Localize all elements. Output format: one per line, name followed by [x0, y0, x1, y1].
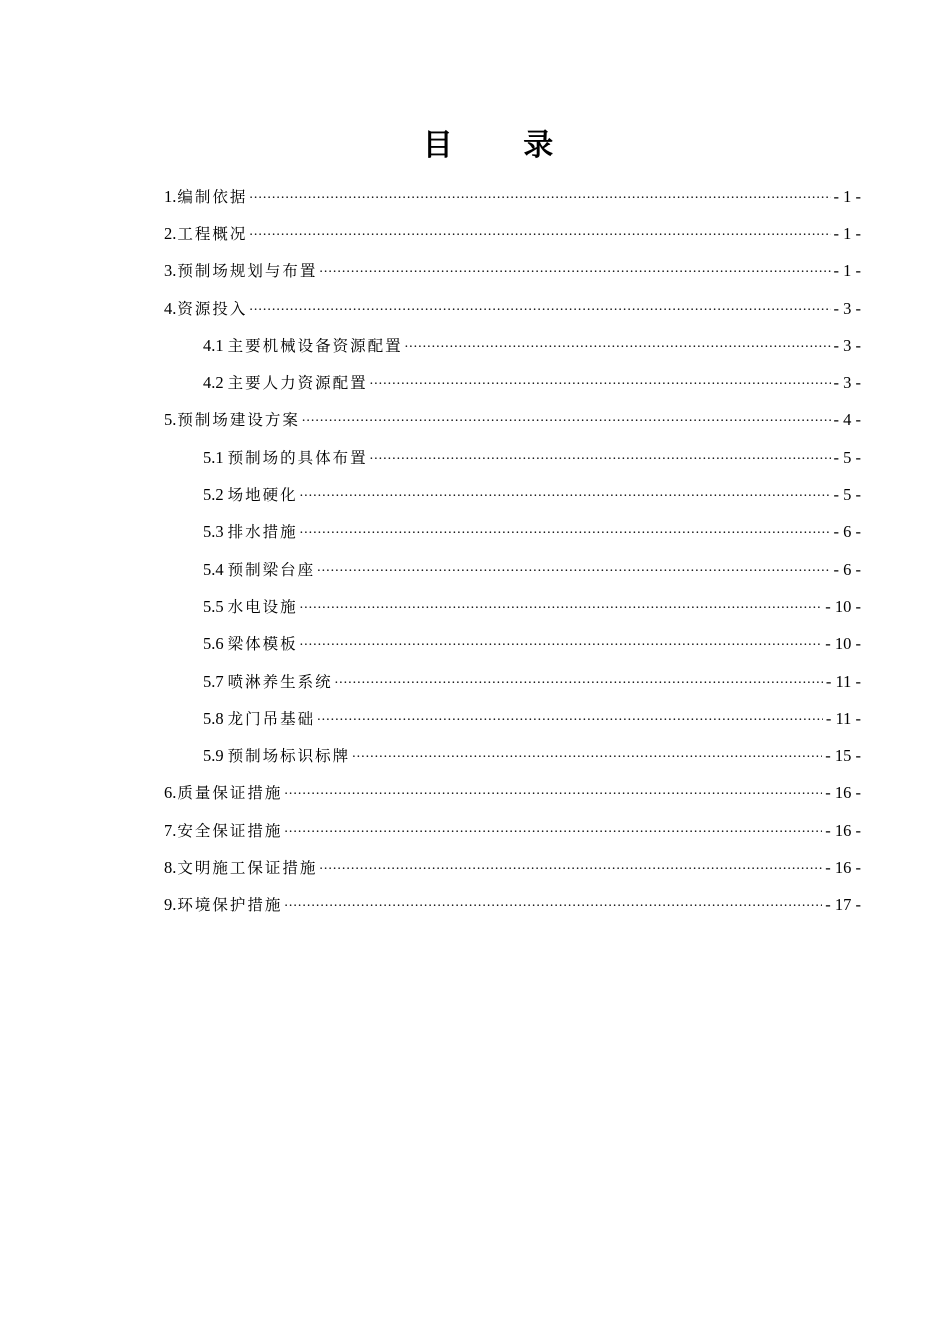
- toc-entry-number: 9.: [164, 895, 177, 915]
- toc-entry-page-number: - 1 -: [833, 223, 861, 243]
- toc-entry[interactable]: [0, 551, 950, 588]
- toc-entry[interactable]: [0, 812, 950, 849]
- toc-entry-title: 排水措施: [227, 523, 298, 542]
- toc-entry[interactable]: [0, 215, 950, 252]
- toc-entry[interactable]: [0, 663, 950, 700]
- toc-entry-title: 文明施工保证措施: [177, 858, 318, 877]
- toc-entry-page-number: - 6 -: [833, 522, 861, 542]
- toc-entry-title: 质量保证措施: [177, 784, 283, 803]
- toc-entry[interactable]: [0, 253, 950, 290]
- toc-dot-leader: [284, 823, 822, 839]
- toc-entry-title: 梁体模板: [227, 635, 298, 654]
- toc-entry-page-number: - 5 -: [833, 485, 861, 505]
- toc-entry[interactable]: [0, 514, 950, 551]
- toc-entry[interactable]: [0, 849, 950, 886]
- toc-entry-page-number: - 1 -: [833, 261, 861, 281]
- toc-entry[interactable]: [0, 178, 950, 215]
- toc-entry-page-number: - 3 -: [833, 373, 861, 393]
- toc-entry-page-number: - 16 -: [825, 783, 861, 803]
- toc-entry-number: 5.4: [203, 559, 224, 579]
- toc-entry-number: 5.8: [203, 708, 224, 728]
- toc-entry-number: 3.: [164, 261, 177, 281]
- toc-entry-title: 编制依据: [177, 187, 248, 206]
- toc-entry[interactable]: [0, 402, 950, 439]
- toc-entry-number: 5.7: [203, 671, 224, 691]
- toc-dot-leader: [300, 524, 831, 540]
- toc-dot-leader: [249, 301, 830, 317]
- toc-entry[interactable]: [0, 439, 950, 476]
- toc-entry-title: 主要机械设备资源配置: [227, 336, 403, 355]
- toc-dot-leader: [249, 226, 830, 242]
- toc-entry-title: 水电设施: [227, 597, 298, 616]
- toc-entry-number: 5.6: [203, 634, 224, 654]
- toc-entry[interactable]: [0, 290, 950, 327]
- toc-entry-title: 安全保证措施: [177, 821, 283, 840]
- toc-entry-title: 资源投入: [177, 299, 248, 318]
- toc-entry-page-number: - 6 -: [833, 559, 861, 579]
- toc-entry-page-number: - 16 -: [825, 820, 861, 840]
- toc-entry-number: 5.3: [203, 522, 224, 542]
- toc-entry-number: 4.: [164, 298, 177, 318]
- toc-dot-leader: [370, 375, 831, 391]
- toc-entry-page-number: - 15 -: [825, 746, 861, 766]
- toc-entry-title: 预制场标识标牌: [227, 747, 351, 766]
- toc-entry[interactable]: [0, 775, 950, 812]
- toc-dot-leader: [300, 487, 831, 503]
- toc-entry[interactable]: [0, 327, 950, 364]
- toc-entry-number: 6.: [164, 783, 177, 803]
- toc-entry-number: 4.1: [203, 335, 224, 355]
- toc-entry[interactable]: [0, 588, 950, 625]
- toc-entry-number: 8.: [164, 857, 177, 877]
- toc-dot-leader: [284, 785, 822, 801]
- toc-entry-page-number: - 11 -: [825, 671, 861, 691]
- toc-entry[interactable]: [0, 737, 950, 774]
- toc-entry-page-number: - 5 -: [833, 447, 861, 467]
- toc-dot-leader: [302, 412, 831, 428]
- toc-dot-leader: [300, 636, 823, 652]
- toc-entry[interactable]: [0, 626, 950, 663]
- toc-entry-number: 2.: [164, 223, 177, 243]
- toc-entry-page-number: - 10 -: [825, 596, 861, 616]
- toc-entry-title: 环境保护措施: [177, 896, 283, 915]
- toc-title: 目 录: [422, 128, 584, 163]
- toc-dot-leader: [319, 263, 830, 279]
- toc-entry-title: 喷淋养生系统: [227, 672, 333, 691]
- toc-entry-number: 4.2: [203, 373, 224, 393]
- table-of-contents: [0, 178, 950, 924]
- toc-entry-page-number: - 4 -: [833, 410, 861, 430]
- toc-entry-page-number: - 17 -: [825, 895, 861, 915]
- toc-dot-leader: [405, 338, 831, 354]
- toc-dot-leader: [317, 562, 830, 578]
- toc-entry[interactable]: [0, 476, 950, 513]
- toc-entry-page-number: - 3 -: [833, 298, 861, 318]
- toc-entry-number: 5.: [164, 410, 177, 430]
- toc-dot-leader: [317, 711, 823, 727]
- toc-entry[interactable]: [0, 364, 950, 401]
- toc-entry-title: 龙门吊基础: [227, 709, 316, 728]
- toc-entry-title: 预制场的具体布置: [227, 448, 368, 467]
- toc-entry-page-number: - 1 -: [833, 186, 861, 206]
- toc-dot-leader: [335, 674, 823, 690]
- toc-entry-number: 7.: [164, 820, 177, 840]
- toc-entry-title: 预制场建设方案: [177, 411, 300, 430]
- toc-entry-page-number: - 3 -: [833, 335, 861, 355]
- toc-entry-page-number: - 11 -: [825, 708, 861, 728]
- toc-entry-number: 1.: [164, 186, 177, 206]
- toc-dot-leader: [300, 599, 823, 615]
- toc-entry-page-number: - 10 -: [825, 634, 861, 654]
- toc-entry-page-number: - 16 -: [825, 857, 861, 877]
- toc-entry-number: 5.5: [203, 596, 224, 616]
- toc-entry[interactable]: [0, 700, 950, 737]
- toc-entry-title: 工程概况: [177, 224, 248, 243]
- toc-entry-title: 主要人力资源配置: [227, 374, 368, 393]
- toc-entry-number: 5.2: [203, 485, 224, 505]
- toc-dot-leader: [319, 860, 822, 876]
- toc-dot-leader: [352, 748, 822, 764]
- toc-entry-number: 5.1: [203, 447, 224, 467]
- toc-entry-title: 预制梁台座: [227, 560, 316, 579]
- toc-entry-title: 场地硬化: [227, 486, 298, 505]
- toc-dot-leader: [249, 189, 830, 205]
- toc-entry-number: 5.9: [203, 746, 224, 766]
- toc-dot-leader: [370, 450, 831, 466]
- toc-entry[interactable]: [0, 887, 950, 924]
- toc-entry-title: 预制场规划与布置: [177, 262, 318, 281]
- toc-dot-leader: [284, 897, 822, 913]
